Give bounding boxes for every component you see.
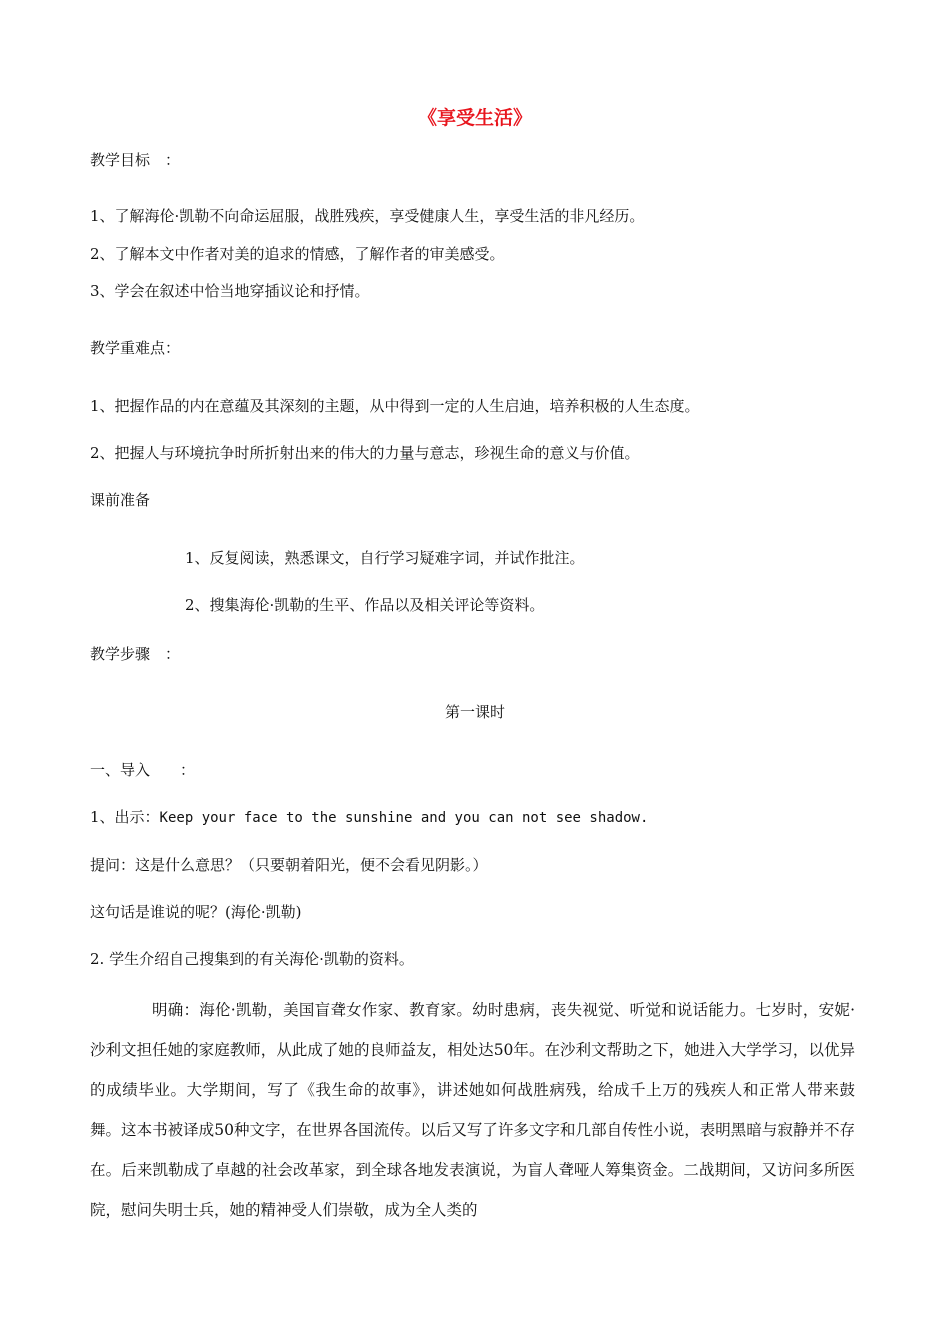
key-point-item-1: 1、把握作品的内在意蕴及其深刻的主题，从中得到一定的人生启迪，培养积极的人生态度。 (90, 397, 700, 415)
steps-heading: 教学步骤 ： (90, 645, 181, 663)
objective-item-1: 1、了解海伦·凯勒不向命运屈服，战胜残疾，享受健康人生，享受生活的非凡经历。 (90, 207, 645, 225)
preparation-item-2: 2、搜集海伦·凯勒的生平、作品以及相关评论等资料。 (185, 596, 545, 614)
show-quote-prefix: 1、出示： (90, 808, 160, 826)
objectives-heading: 教学目标 ： (90, 151, 181, 169)
preparation-heading: 课前准备 (90, 491, 151, 509)
section-intro-heading: 一、导入 ： (90, 761, 196, 779)
who-said-line: 这句话是谁说的呢？(海伦·凯勒) (90, 903, 302, 921)
student-intro-line: 2. 学生介绍自己搜集到的有关海伦·凯勒的资料。 (90, 950, 414, 968)
key-points-heading: 教学重难点： (90, 339, 181, 357)
lesson-title: 第一课时 (444, 703, 505, 721)
question-line: 提问：这是什么意思？（只要朝着阳光，便不会看见阴影。） (90, 856, 488, 874)
objective-item-3: 3、学会在叙述中恰当地穿插议论和抒情。 (90, 282, 370, 300)
key-point-item-2: 2、把握人与环境抗争时所折射出来的伟大的力量与意志，珍视生命的意义与价值。 (90, 444, 640, 462)
show-quote-line (90, 807, 648, 828)
preparation-item-1: 1、反复阅读，熟悉课文，自行学习疑难字词，并试作批注。 (185, 549, 585, 567)
clarification-paragraph: 明确：海伦·凯勒，美国盲聋女作家、教育家。幼时患病，丧失视觉、听觉和说话能力。七岁时，安妮·沙利文担任她的家庭教师，从此成了她的良师益友，相处达50年。在沙利文帮助之下，她进入大学学习，以优异的成绩毕业。大学期间，写了《我生命的故事》，讲述她如何战胜病残，给成千上万的残疾人和正常人带来鼓舞。这本书被译成50种文字，在世界各国流传。以后又写了许多文字和几部自传性小说，表明黑暗与寂静并不存在。后来凯勒成了卓越的社会改革家，到全球各地发表演说，为盲人聋哑人筹集资金。二战期间，又访问多所医院，慰问失明士兵，她的精神受人们崇敬，成为全人类的 (90, 1001, 855, 1219)
page-title: 《享受生活》 (417, 107, 532, 129)
english-quote: Keep your face to the sunshine and you can not see shadow. (159, 810, 649, 826)
objective-item-2: 2、了解本文中作者对美的追求的情感，了解作者的审美感受。 (90, 245, 505, 263)
